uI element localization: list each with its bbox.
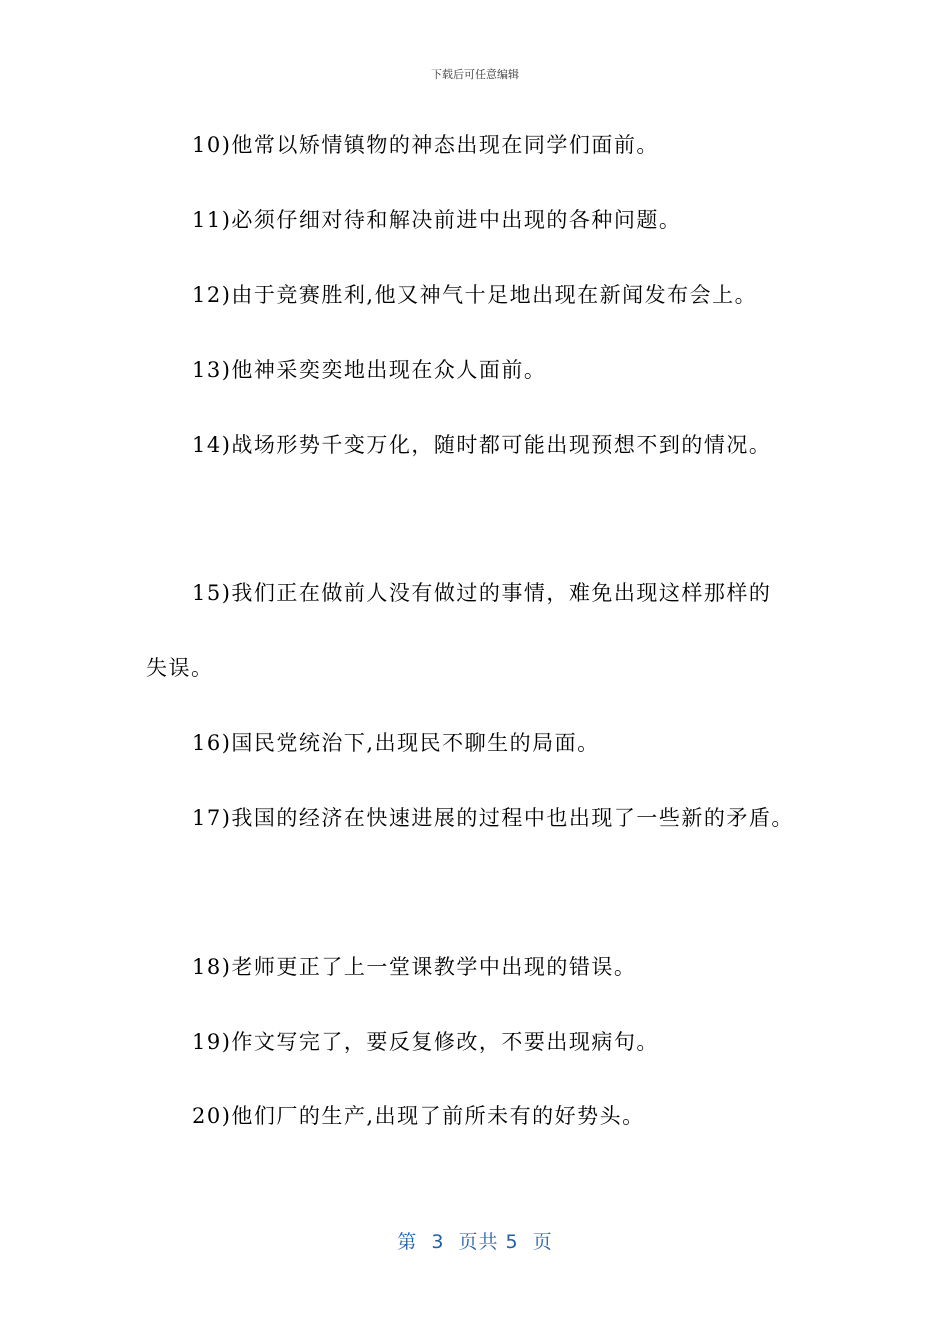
sentence-11: 11)必须仔细对待和解决前进中出现的各种问题。 (192, 208, 682, 232)
sentence-20: 20)他们厂的生产,出现了前所未有的好势头。 (192, 1104, 645, 1128)
sentence-14: 14)战场形势千变万化，随时都可能出现预想不到的情况。 (192, 433, 772, 457)
sentence-19: 19)作文写完了，要反复修改，不要出现病句。 (192, 1030, 659, 1054)
page-footer: 第 3 页共 5 页 (397, 1231, 553, 1253)
sentence-13: 13)他神采奕奕地出现在众人面前。 (192, 358, 547, 382)
sentence-10: 10)他常以矫情镇物的神态出现在同学们面前。 (192, 133, 659, 157)
sentence-15-continuation: 失误。 (146, 656, 214, 680)
sentence-15: 15)我们正在做前人没有做过的事情，难免出现这样那样的 (192, 581, 772, 605)
page-header: 下载后可任意编辑 (431, 68, 519, 81)
sentence-17: 17)我国的经济在快速进展的过程中也出现了一些新的矛盾。 (192, 806, 794, 830)
sentence-16: 16)国民党统治下,出现民不聊生的局面。 (192, 731, 600, 755)
sentence-18: 18)老师更正了上一堂课教学中出现的错误。 (192, 955, 637, 979)
sentence-12: 12)由于竞赛胜利,他又神气十足地出现在新闻发布会上。 (192, 283, 758, 307)
